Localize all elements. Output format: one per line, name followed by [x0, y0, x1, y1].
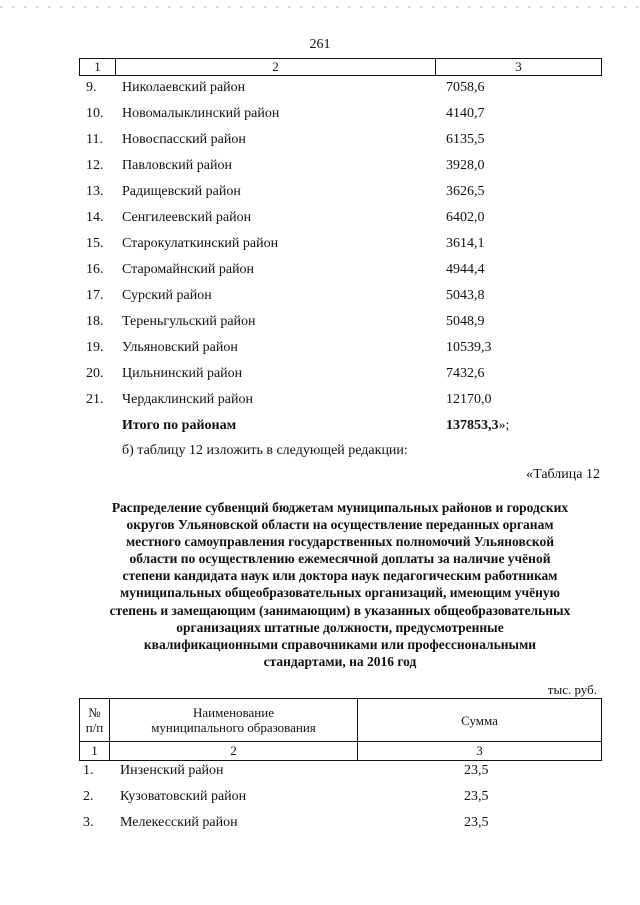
district-name: Павловский район — [122, 158, 232, 173]
table-row — [0, 104, 640, 124]
title-line: квалификационными справочниками или профессиональными — [143, 636, 537, 652]
total-label: Итого по районам — [122, 418, 237, 433]
district-value: 7432,6 — [446, 366, 485, 381]
district-name: Тереньгульский район — [122, 314, 256, 329]
page-number: 261 — [309, 37, 331, 52]
table-row — [0, 260, 640, 280]
header-number-cell — [80, 699, 110, 741]
row-number: 15. — [86, 236, 104, 251]
numbering-cell: 3 — [476, 743, 483, 758]
district-value: 4140,7 — [446, 106, 485, 121]
district-value: 10539,3 — [446, 340, 492, 355]
table-12-header — [79, 698, 602, 761]
district-name: Кузоватовский район — [120, 789, 247, 804]
district-name: Сенгилеевский район — [122, 210, 252, 225]
row-number: 13. — [86, 184, 104, 199]
district-name: Старокулаткинский район — [122, 236, 279, 251]
header-name-cell — [110, 699, 358, 741]
table-row — [0, 130, 640, 150]
table-title — [80, 499, 600, 670]
total-value — [446, 416, 566, 436]
district-value: 5043,8 — [446, 288, 485, 303]
district-name: Цильнинский район — [122, 366, 243, 381]
row-number: 10. — [86, 106, 104, 121]
district-name: Старомайнский район — [122, 262, 255, 277]
title-line: организациях штатные должности, предусмотренные — [176, 619, 504, 635]
units-label: тыс. руб. — [547, 682, 597, 697]
total-suffix: »; — [498, 418, 510, 433]
title-line: муниципальных общеобразовательных организаций, имеющим учёную — [120, 585, 560, 601]
total-row — [0, 416, 640, 436]
title-line: Распределение субвенций бюджетам муниципальных районов и городских — [111, 500, 569, 515]
district-name: Новоспасский район — [122, 132, 246, 147]
title-line: области по осуществлению ежемесячной доплаты за наличие учёной — [129, 551, 551, 567]
table-row — [0, 234, 640, 254]
row-number: 20. — [86, 366, 104, 381]
table-label: «Таблица 12 — [526, 467, 600, 482]
header-cell-3: 3 — [515, 59, 522, 74]
header-row — [80, 699, 601, 741]
continued-table-header — [79, 58, 602, 76]
header-sum-cell: Сумма — [461, 712, 498, 728]
header-cell-1: 1 — [80, 59, 116, 75]
district-value: 4944,4 — [446, 262, 485, 277]
title-line: степени кандидата наук или доктора наук педагогическим работникам — [122, 568, 558, 584]
district-value: 5048,9 — [446, 314, 485, 329]
table-row — [0, 338, 640, 358]
table-row — [0, 787, 640, 807]
total-amount: 137853,3 — [446, 418, 499, 433]
district-name: Ульяновский район — [122, 340, 238, 355]
district-name: Чердаклинский район — [122, 392, 253, 407]
header-number-line: п/п — [85, 720, 104, 735]
instruction-text: б) таблицу 12 изложить в следующей редакции: — [122, 443, 408, 458]
row-number: 14. — [86, 210, 104, 225]
row-number: 16. — [86, 262, 104, 277]
district-name: Сурский район — [122, 288, 212, 303]
district-name: Инзенский район — [120, 763, 224, 778]
row-number: 2. — [83, 789, 94, 804]
numbering-cell: 1 — [80, 742, 110, 760]
table-row — [0, 208, 640, 228]
numbering-row — [80, 741, 601, 760]
title-line: степень и замещающим (занимающим) в указанных общеобразовательных — [109, 602, 571, 618]
district-name: Мелекесский район — [120, 815, 238, 830]
district-value: 6135,5 — [446, 132, 485, 147]
row-number: 21. — [86, 392, 104, 407]
table-row — [0, 156, 640, 176]
table-row — [0, 390, 640, 410]
header-number-line: № — [88, 705, 101, 720]
table-row — [0, 312, 640, 332]
district-name: Радищевский район — [122, 184, 241, 199]
district-name: Новомалыклинский район — [122, 106, 280, 121]
table-row — [0, 813, 640, 833]
table-row — [0, 761, 640, 781]
title-line: стандартами, на 2016 год — [263, 653, 417, 669]
row-number: 11. — [86, 132, 103, 147]
header-name-line: Наименование — [192, 705, 274, 720]
district-value: 23,5 — [464, 815, 489, 830]
row-number: 9. — [86, 80, 97, 95]
district-name: Николаевский район — [122, 80, 246, 95]
row-number: 12. — [86, 158, 104, 173]
district-value: 23,5 — [464, 763, 489, 778]
row-number: 1. — [83, 763, 94, 778]
title-line: округов Ульяновской области на осуществление переданных органам — [126, 517, 554, 533]
table-row — [0, 364, 640, 384]
district-value: 6402,0 — [446, 210, 485, 225]
district-value: 3626,5 — [446, 184, 485, 199]
header-name-line: муниципального образования — [151, 720, 316, 735]
row-number: 18. — [86, 314, 104, 329]
table-row — [0, 286, 640, 306]
scan-header-artifact — [0, 4, 640, 10]
numbering-cell: 2 — [110, 742, 358, 760]
title-line: местного самоуправления государственных полномочий Ульяновской — [125, 534, 555, 550]
row-number: 17. — [86, 288, 104, 303]
row-number: 3. — [83, 815, 94, 830]
table-row — [0, 182, 640, 202]
district-value: 3614,1 — [446, 236, 485, 251]
district-value: 3928,0 — [446, 158, 485, 173]
district-value: 7058,6 — [446, 80, 485, 95]
district-value: 12170,0 — [446, 392, 492, 407]
header-cell-2: 2 — [116, 59, 436, 75]
table-row — [0, 78, 640, 98]
district-value: 23,5 — [464, 789, 489, 804]
row-number: 19. — [86, 340, 104, 355]
